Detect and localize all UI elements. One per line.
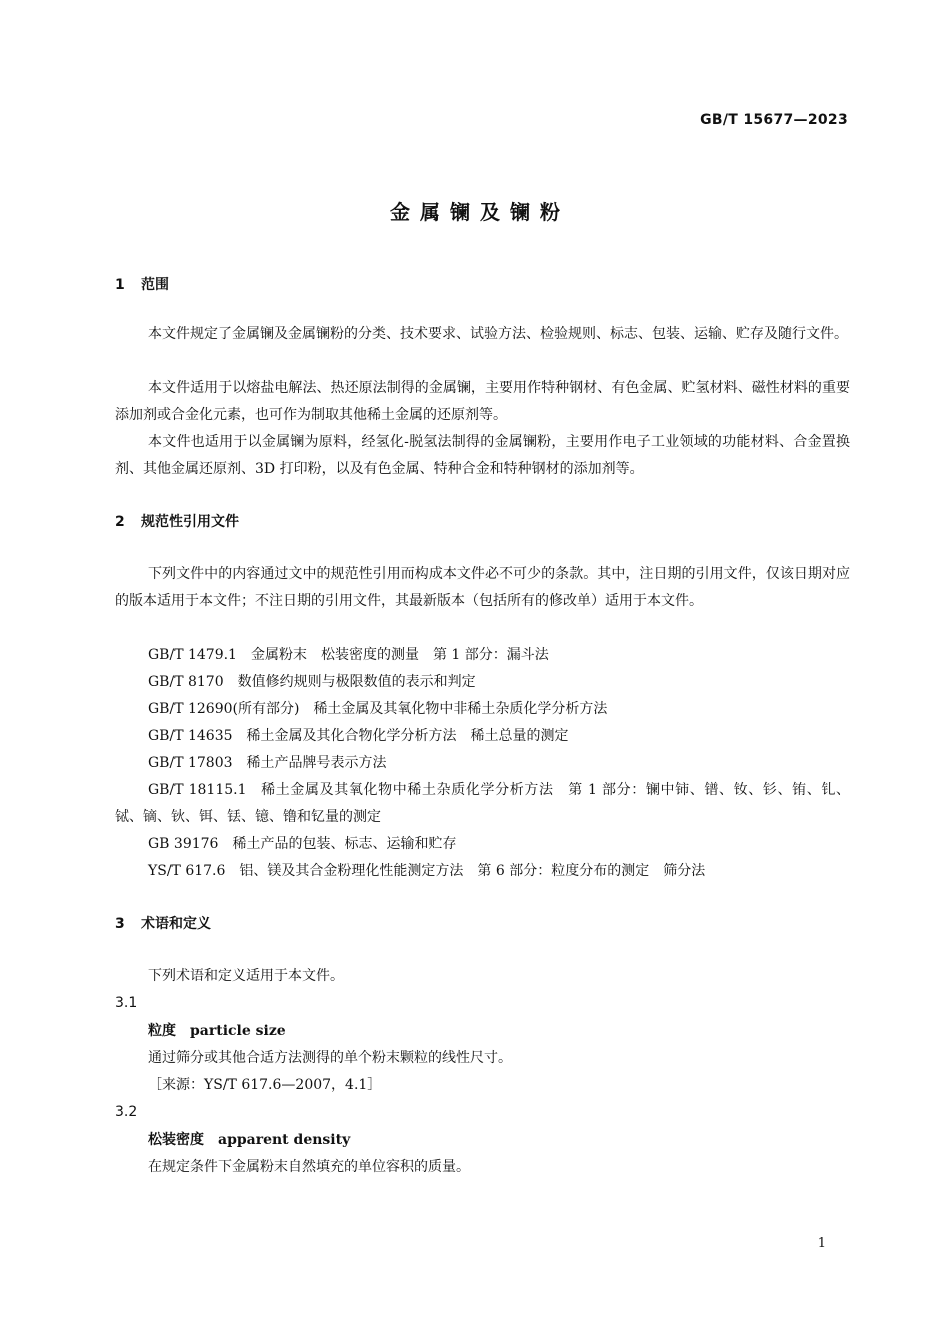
reference-item — [148, 669, 850, 696]
term-name-en: apparent density — [218, 1132, 351, 1148]
term-name-en: particle size — [190, 1023, 286, 1039]
term-name-zh: 粒度 — [148, 1023, 176, 1039]
section-title: 规范性引用文件 — [141, 514, 239, 530]
section-heading-scope — [115, 275, 169, 295]
section-title: 范围 — [141, 277, 169, 293]
reference-code: GB/T 12690(所有部分) — [148, 701, 300, 717]
reference-item — [148, 831, 850, 858]
reference-item — [148, 723, 850, 750]
reference-title: 稀土产品牌号表示方法 — [246, 755, 387, 771]
reference-title: 稀土产品的包装、标志、运输和贮存 — [232, 836, 457, 852]
reference-code: GB/T 8170 — [148, 674, 224, 690]
reference-item — [148, 696, 850, 723]
standard-number: GB/T 15677—2023 — [700, 112, 848, 128]
reference-item — [148, 858, 850, 885]
section-number: 1 — [115, 277, 125, 293]
terms-intro: 下列术语和定义适用于本文件。 — [148, 968, 344, 984]
reference-title: 金属粉末 松装密度的测量 第 1 部分：漏斗法 — [250, 647, 549, 663]
scope-paragraph-2: 本文件适用于以熔盐电解法、热还原法制得的金属镧，主要用作特种钢材、有色金属、贮氢材料、磁性材料的重要添加剂或合金化元素，也可作为制取其他稀土金属的还原剂等。 — [115, 380, 850, 423]
term-name — [148, 1021, 286, 1041]
page-number: 1 — [817, 1236, 826, 1251]
reference-code: GB/T 17803 — [148, 755, 233, 771]
reference-title: 稀土金属及其氧化物中稀土杂质化学分析方法 第 1 部分：镧中铈、镨、钕、钐、铕、钆、铽、镝、钬、铒、铥、镱、镥和钇量的测定 — [115, 782, 850, 825]
section-title: 术语和定义 — [141, 916, 211, 932]
document-title: 金属镧及镧粉 — [390, 200, 570, 224]
term-number: 3.1 — [115, 995, 138, 1011]
reference-title: 铝、镁及其合金粉理化性能测定方法 第 6 部分：粒度分布的测定 筛分法 — [239, 863, 706, 879]
reference-item — [148, 750, 850, 777]
reference-item — [148, 642, 850, 669]
reference-code: GB/T 1479.1 — [148, 647, 237, 663]
term-definition: 通过筛分或其他合适方法测得的单个粉末颗粒的线性尺寸。 — [148, 1050, 512, 1066]
term-number: 3.2 — [115, 1104, 138, 1120]
term-name-zh: 松装密度 — [148, 1132, 204, 1148]
scope-paragraph-3: 本文件也适用于以金属镧为原料，经氢化-脱氢法制得的金属镧粉，主要用作电子工业领域的功能材料、合金置换剂、其他金属还原剂、3D 打印粉，以及有色金属、特种合金和特种钢材的添加剂等。 — [115, 434, 850, 477]
section-heading-terms — [115, 914, 211, 934]
term-source: ［来源：YS/T 617.6—2007，4.1］ — [148, 1077, 382, 1093]
reference-title: 稀土金属及其化合物化学分析方法 稀土总量的测定 — [246, 728, 569, 744]
section-number: 2 — [115, 514, 125, 530]
section-number: 3 — [115, 916, 125, 932]
normative-refs-intro: 下列文件中的内容通过文中的规范性引用而构成本文件必不可少的条款。其中，注日期的引用文件，仅该日期对应的版本适用于本文件；不注日期的引用文件，其最新版本（包括所有的修改单）适用于本文件。 — [115, 566, 850, 609]
reference-title: 数值修约规则与极限数值的表示和判定 — [237, 674, 476, 690]
reference-code: YS/T 617.6 — [148, 863, 226, 879]
section-heading-normative-references — [115, 512, 239, 532]
reference-title: 稀土金属及其氧化物中非稀土杂质化学分析方法 — [313, 701, 608, 717]
reference-code: GB 39176 — [148, 836, 219, 852]
term-name — [148, 1130, 350, 1150]
reference-code: GB/T 18115.1 — [148, 782, 247, 798]
reference-item — [115, 777, 850, 831]
term-definition: 在规定条件下金属粉末自然填充的单位容积的质量。 — [148, 1159, 470, 1175]
scope-paragraph-1: 本文件规定了金属镧及金属镧粉的分类、技术要求、试验方法、检验规则、标志、包装、运输、贮存及随行文件。 — [148, 326, 848, 342]
reference-code: GB/T 14635 — [148, 728, 233, 744]
